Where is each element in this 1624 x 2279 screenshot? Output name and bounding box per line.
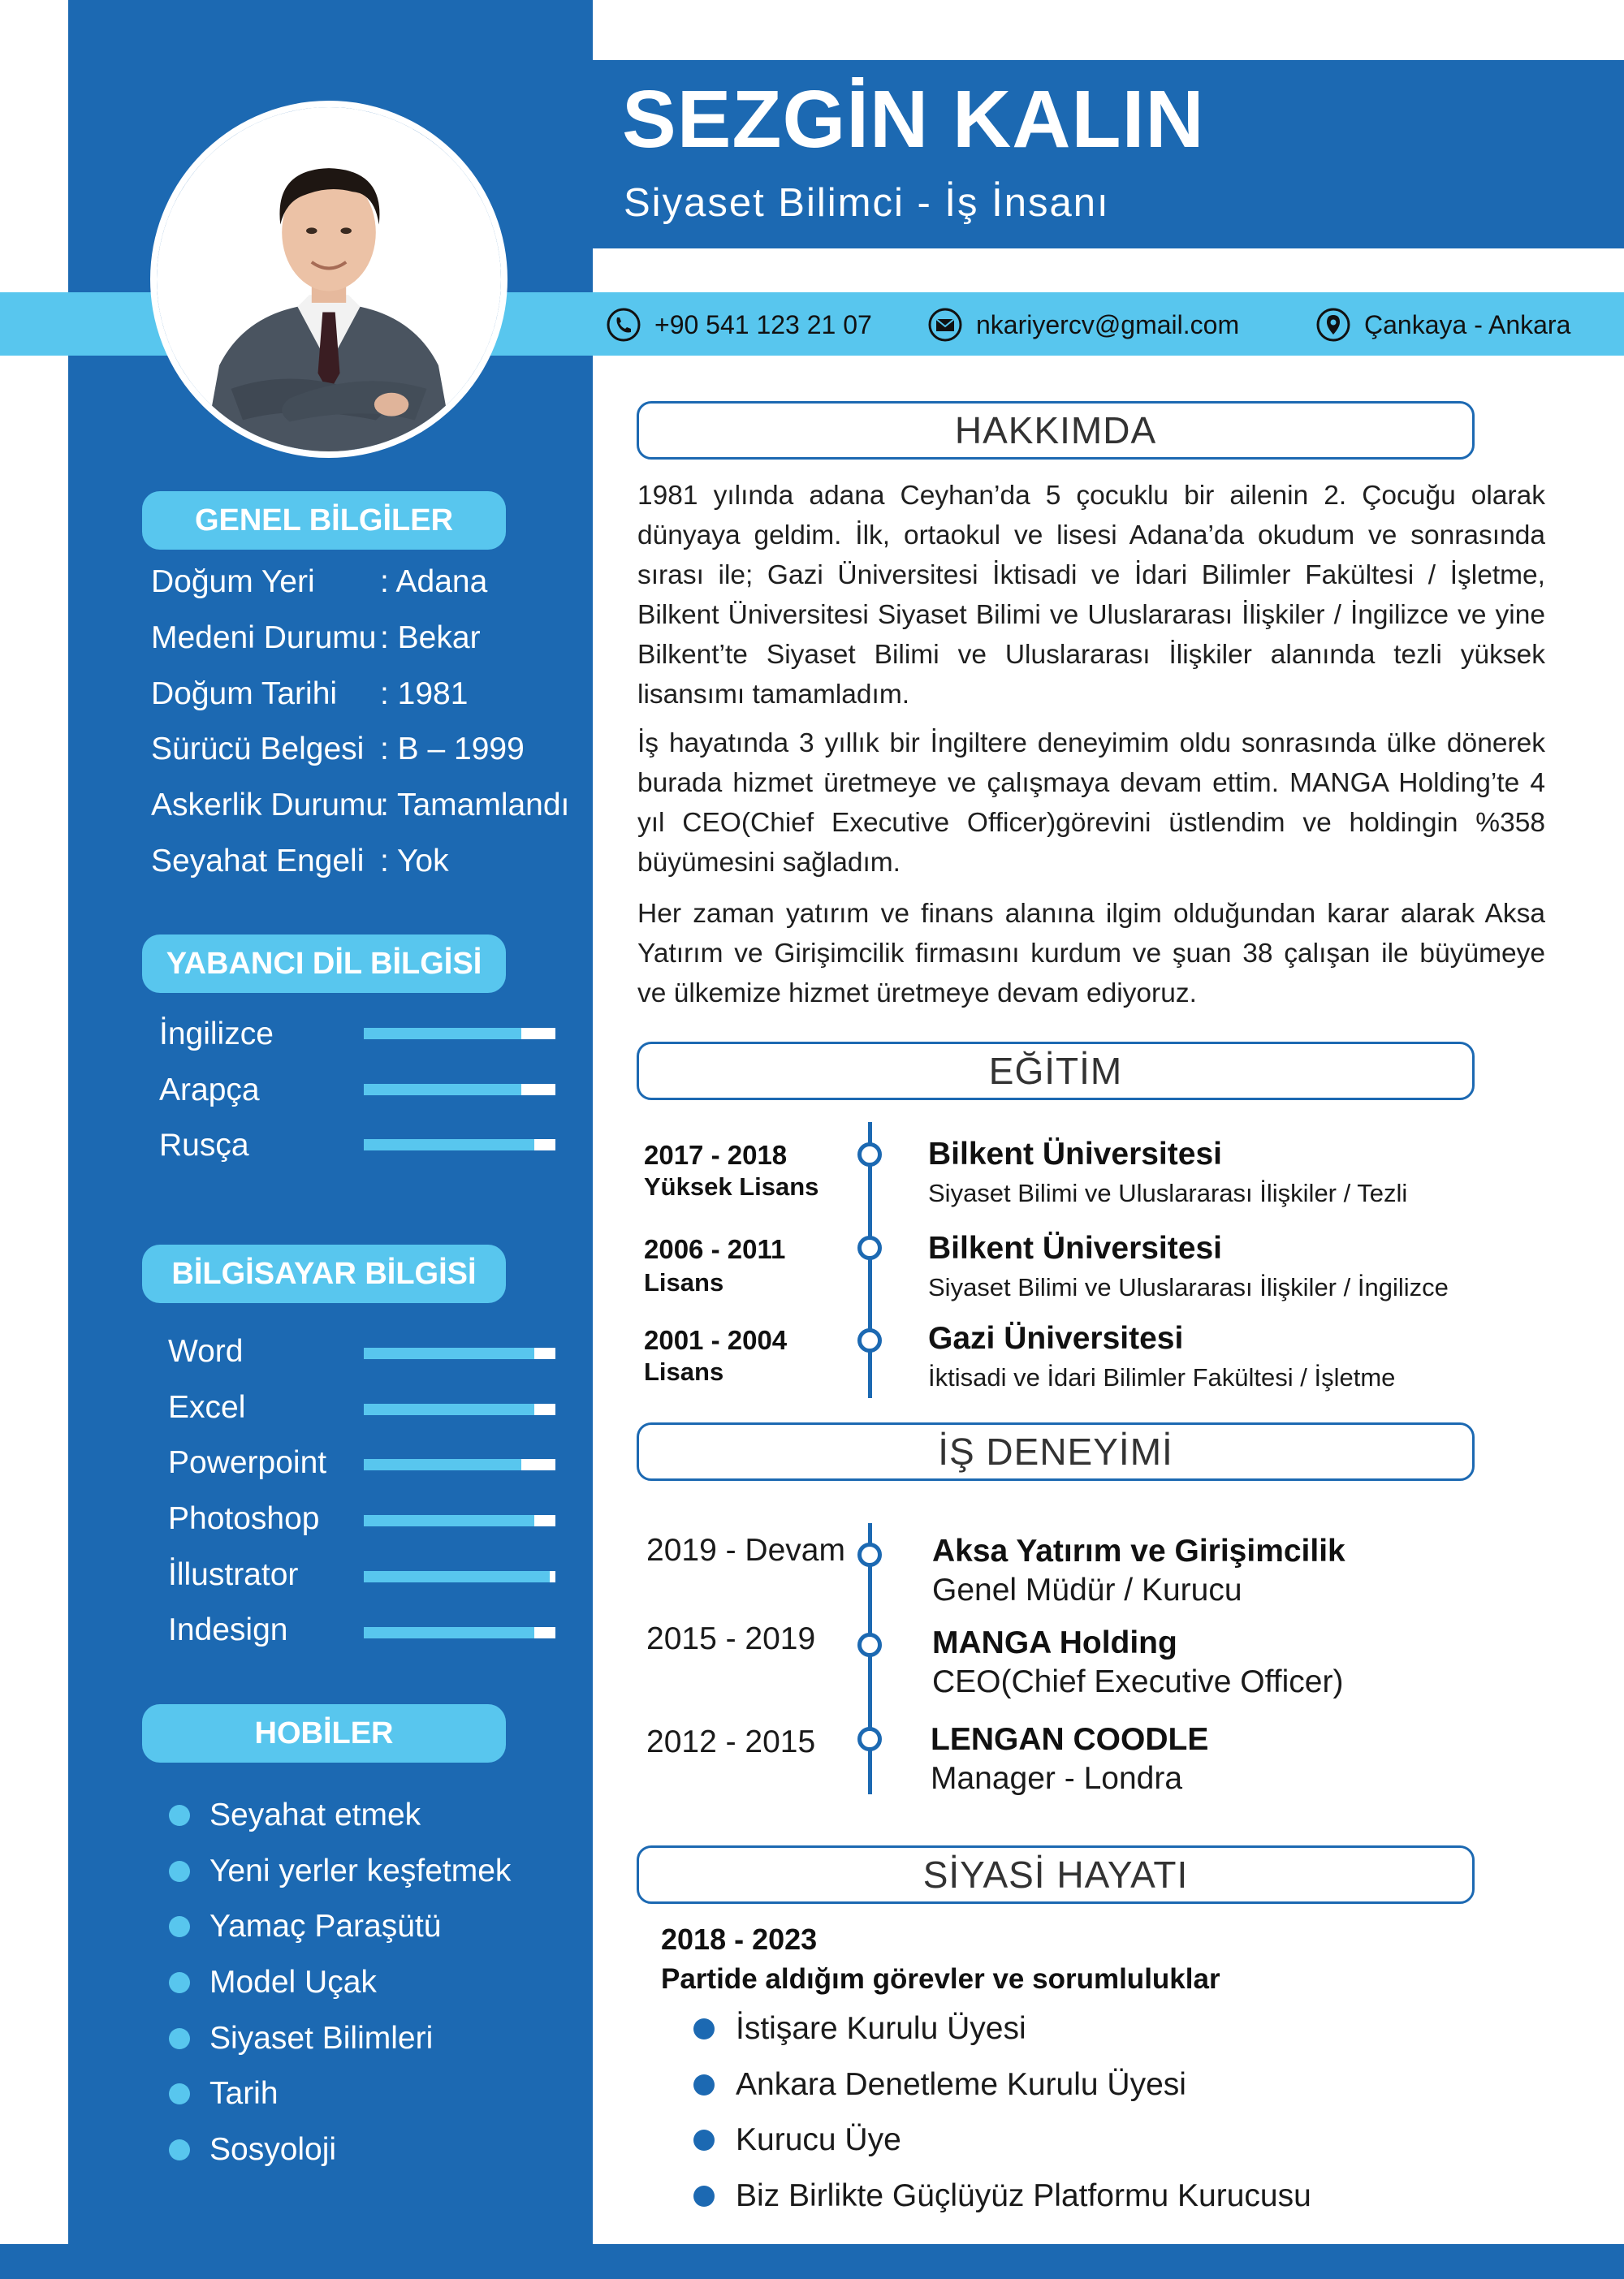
politics-years: 2018 - 2023	[661, 1923, 818, 1956]
about-heading: HAKKIMDA	[637, 401, 1475, 460]
bullet-icon	[693, 2186, 715, 2207]
timeline-node	[857, 1727, 882, 1751]
bullet-icon	[693, 2130, 715, 2151]
hobby-item	[169, 1962, 377, 2003]
languages-heading: YABANCI DİL BİLGİSİ	[142, 934, 506, 993]
timeline-node	[857, 1633, 882, 1657]
bullet-icon	[169, 1972, 190, 1993]
language-name: Arapça	[159, 1073, 260, 1107]
software-level-bar	[364, 1348, 555, 1359]
profile-photo	[150, 101, 508, 458]
education-years: 2017 - 2018	[644, 1140, 788, 1170]
education-heading: EĞİTİM	[637, 1042, 1475, 1100]
education-years: 2006 - 2011	[644, 1234, 786, 1264]
timeline-node	[857, 1142, 882, 1167]
portrait-illustration	[157, 107, 501, 451]
software-level-bar	[364, 1515, 555, 1526]
education-degree: Yüksek Lisans	[644, 1172, 819, 1201]
language-level-bar	[364, 1084, 555, 1095]
software-name: Excel	[168, 1390, 246, 1425]
info-value: : Tamamlandı	[380, 788, 570, 822]
software-name: Powerpoint	[168, 1445, 327, 1480]
bullet-icon	[169, 2139, 190, 2160]
candidate-name: SEZGİN KALIN	[622, 74, 1205, 165]
politics-item	[693, 2175, 1311, 2217]
software-level-bar	[364, 1404, 555, 1415]
footer-band	[0, 2244, 1624, 2279]
info-label: Askerlik Durumu	[151, 788, 384, 822]
politics-item-text: Biz Birlikte Güçlüyüz Platformu Kurucusu	[736, 2178, 1311, 2213]
software-name: Word	[168, 1334, 244, 1369]
job-company: Aksa Yatırım ve Girişimcilik	[932, 1534, 1345, 1569]
hobby-text: Yamaç Paraşütü	[209, 1909, 442, 1944]
politics-item-text: Ankara Denetleme Kurulu Üyesi	[736, 2067, 1186, 2102]
hobby-item	[169, 2018, 433, 2059]
bar-fill	[364, 1515, 534, 1526]
job-role: Manager - Londra	[931, 1761, 1183, 1796]
computer-skills-heading: BİLGİSAYAR BİLGİSİ	[142, 1245, 506, 1303]
bar-fill	[364, 1084, 521, 1095]
education-department: Siyaset Bilimi ve Uluslararası İlişkiler / İngilizce	[928, 1273, 1449, 1301]
info-label: Doğum Tarihi	[151, 676, 338, 711]
hobby-text: Sosyoloji	[209, 2132, 337, 2167]
software-name: İllustrator	[168, 1557, 299, 1592]
hobby-item	[169, 1851, 511, 1892]
education-degree: Lisans	[644, 1357, 724, 1386]
info-value: : Yok	[380, 844, 449, 878]
info-value: : Bekar	[380, 620, 481, 655]
hobby-text: Model Uçak	[209, 1965, 377, 2000]
info-label: Seyahat Engeli	[151, 844, 365, 878]
bullet-icon	[169, 1861, 190, 1882]
bullet-icon	[169, 1916, 190, 1937]
hobbies-heading: HOBİLER	[142, 1704, 506, 1763]
software-name: Indesign	[168, 1612, 288, 1647]
job-years: 2019 - Devam	[646, 1533, 845, 1568]
hobby-item	[169, 1795, 421, 1836]
education-years: 2001 - 2004	[644, 1325, 788, 1355]
phone-text: +90 541 123 21 07	[654, 309, 872, 339]
software-name: Photoshop	[168, 1501, 320, 1536]
job-role: Genel Müdür / Kurucu	[932, 1573, 1242, 1608]
politics-heading: SİYASİ HAYATI	[637, 1845, 1475, 1904]
bar-fill	[364, 1028, 521, 1039]
info-value: : B – 1999	[380, 732, 525, 766]
info-label: Medeni Durumu	[151, 620, 377, 655]
language-level-bar	[364, 1139, 555, 1150]
email-text: nkariyercv@gmail.com	[976, 309, 1240, 339]
politics-item-text: İstişare Kurulu Üyesi	[736, 2011, 1026, 2046]
email-icon	[927, 307, 963, 343]
candidate-title: Siyaset Bilimci - İş İnsanı	[624, 181, 1110, 225]
timeline-node	[857, 1328, 882, 1353]
about-paragraph: Her zaman yatırım ve finans alanına ilgim olduğundan karar alarak Aksa Yatırım ve Girişimcilik firmasını kurdum ve şuan 38 çalışan ile büyümeye ve ülkemize hizmet üretmeye devam ediyoruz.	[637, 899, 1545, 1008]
politics-item	[693, 2064, 1186, 2106]
contact-email[interactable]	[927, 302, 1239, 347]
hobby-item	[169, 1906, 441, 1947]
hobby-text: Yeni yerler keşfetmek	[209, 1854, 512, 1888]
phone-icon	[606, 307, 641, 343]
timeline-node	[857, 1236, 882, 1260]
education-department: Siyaset Bilimi ve Uluslararası İlişkiler / Tezli	[928, 1179, 1408, 1207]
bullet-icon	[169, 2028, 190, 2049]
hobby-text: Siyaset Bilimleri	[209, 2021, 434, 2056]
about-paragraph: İş hayatında 3 yıllık bir İngiltere deneyimim oldu sonrasında ülke dönerek burada hizmet üretmeye ve çalışmaya devam ettim. MANGA Holding’te 4 yıl CEO(Chief Executive Officer)görevini üstlendim ve holdingin %358 büyümesini sağladım.	[637, 728, 1545, 878]
bar-fill	[364, 1404, 534, 1415]
hobby-item	[169, 2074, 279, 2114]
bar-fill	[364, 1459, 521, 1470]
hobby-text: Seyahat etmek	[209, 1798, 421, 1832]
education-degree: Lisans	[644, 1268, 724, 1297]
experience-heading: İŞ DENEYİMİ	[637, 1422, 1475, 1481]
education-department: İktisadi ve İdari Bilimler Fakültesi / İşletme	[928, 1363, 1396, 1392]
hobby-item	[169, 2130, 336, 2170]
politics-item-text: Kurucu Üye	[736, 2122, 901, 2157]
software-level-bar	[364, 1571, 555, 1582]
bullet-icon	[169, 1805, 190, 1826]
job-years: 2015 - 2019	[646, 1621, 816, 1656]
location-text: Çankaya - Ankara	[1364, 309, 1571, 339]
bullet-icon	[693, 2018, 715, 2039]
info-label: Doğum Yeri	[151, 564, 315, 599]
education-school: Bilkent Üniversitesi	[928, 1137, 1222, 1172]
contact-phone[interactable]	[606, 302, 872, 347]
software-level-bar	[364, 1627, 555, 1638]
job-years: 2012 - 2015	[646, 1724, 816, 1759]
language-level-bar	[364, 1028, 555, 1039]
job-company: MANGA Holding	[932, 1625, 1177, 1660]
language-name: Rusça	[159, 1128, 249, 1163]
software-level-bar	[364, 1459, 555, 1470]
bar-fill	[364, 1627, 534, 1638]
timeline-node	[857, 1543, 882, 1567]
contact-location	[1315, 302, 1570, 347]
general-info-heading: GENEL BİLGİLER	[142, 491, 506, 550]
education-school: Bilkent Üniversitesi	[928, 1231, 1222, 1266]
politics-item	[693, 2008, 1026, 2050]
info-value: : Adana	[380, 564, 488, 599]
language-name: İngilizce	[159, 1016, 274, 1051]
location-pin-icon	[1315, 307, 1351, 343]
politics-description: Partide aldığım görevler ve sorumluluklar	[661, 1963, 1220, 1995]
job-role: CEO(Chief Executive Officer)	[932, 1664, 1344, 1699]
bullet-icon	[693, 2074, 715, 2096]
bar-fill	[364, 1348, 534, 1359]
bullet-icon	[169, 2083, 190, 2104]
about-paragraph: 1981 yılında adana Ceyhan’da 5 çocuklu bir ailenin 2. Çocuğu olarak dünyaya geldim. İlk, ortaokul ve lisesi Adana’da okudum ve sonrasında sırası ile; Gazi Üniversitesi İktisadi ve İdari Bilimler Fakültesi / İşletme, Bilkent Üniversitesi Siyaset Bilimi ve Uluslararası İlişkiler / İngilizce ve yine Bilkent’te Siyaset Bilimi ve Uluslararası İlişkiler alanında tezli yüksek lisansımı tamamladım.	[637, 481, 1545, 710]
hobby-text: Tarih	[209, 2076, 279, 2111]
bar-fill	[364, 1571, 550, 1582]
info-value: : 1981	[380, 676, 469, 711]
bar-fill	[364, 1139, 534, 1150]
info-label: Sürücü Belgesi	[151, 732, 365, 766]
education-school: Gazi Üniversitesi	[928, 1321, 1184, 1356]
job-company: LENGAN COODLE	[931, 1722, 1209, 1757]
politics-item	[693, 2119, 901, 2161]
